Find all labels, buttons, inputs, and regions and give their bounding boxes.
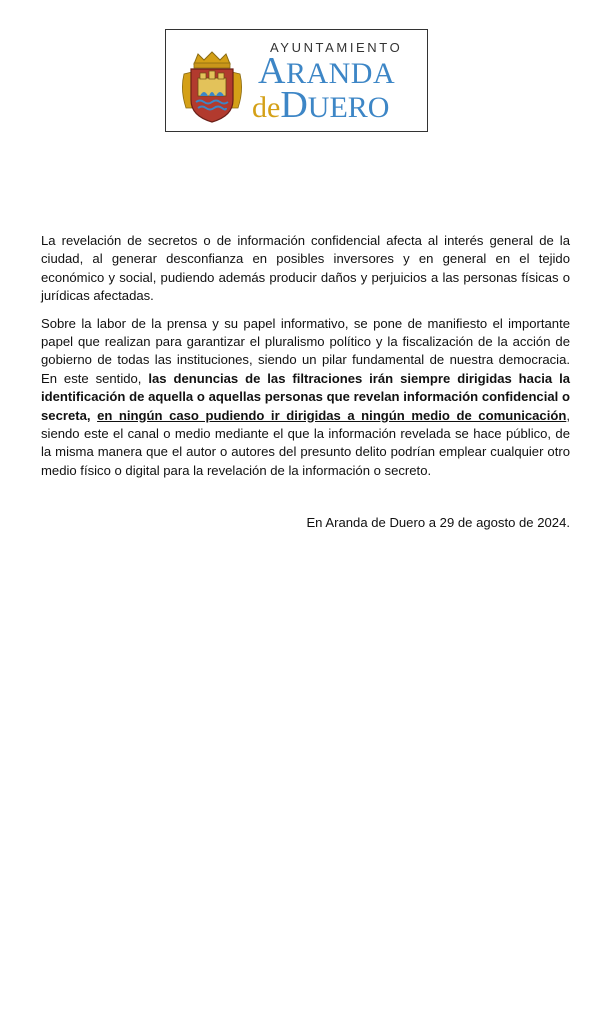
date-signoff: En Aranda de Duero a 29 de agosto de 2024. [306,515,570,530]
bold-statement: las denuncias de las filtraciones irán siempre dirigidas hacia la identificación de aquella o aquellas personas que revelan información confidencial o secreta, [41,370,570,423]
logo-aranda-text: ARANDA [258,50,396,92]
bold-underlined-statement: en ningún caso pudiendo ir dirigidas a ningún medio de comunicación [97,407,567,423]
paragraph-confidential-info: La revelación de secretos o de información confidencial afecta al interés general de la ciudad, al generar desconfianza en posibles inversores y en general en el tejido económico y social, pudiendo además producir daños y perjuicios a las personas físicas o jurídicas afectadas. [41,233,570,304]
municipality-logo [165,29,428,132]
document-body [41,232,570,489]
logo-de-duero-text: deDUERO [252,84,390,126]
paragraph-press-role: Sobre la labor de la prensa y su papel informativo, se pone de manifiesto el importante papel que realizan para garantizar el pluralismo político y la fiscalización de la acción de gobierno de todas las instituciones, siendo un pilar fundamental de nuestra democracia. En este sentido, las denuncias de las filtraciones irán siempre dirigidas hacia la identificación de aquella o aquellas personas que revelan información confidencial o secreta, en ningún caso pudiendo ir dirigidas a ningún medio de comunicación, siendo este el canal o medio mediante el que la información revelada se hace público, de la misma manera que el autor o autores del presunto delito podrían emplear cualquier otro medio físico o digital para la revelación de la información o secreto. [41,315,570,478]
coat-of-arms-icon [180,50,244,124]
logo-ayuntamiento-text: AYUNTAMIENTO [270,40,403,55]
